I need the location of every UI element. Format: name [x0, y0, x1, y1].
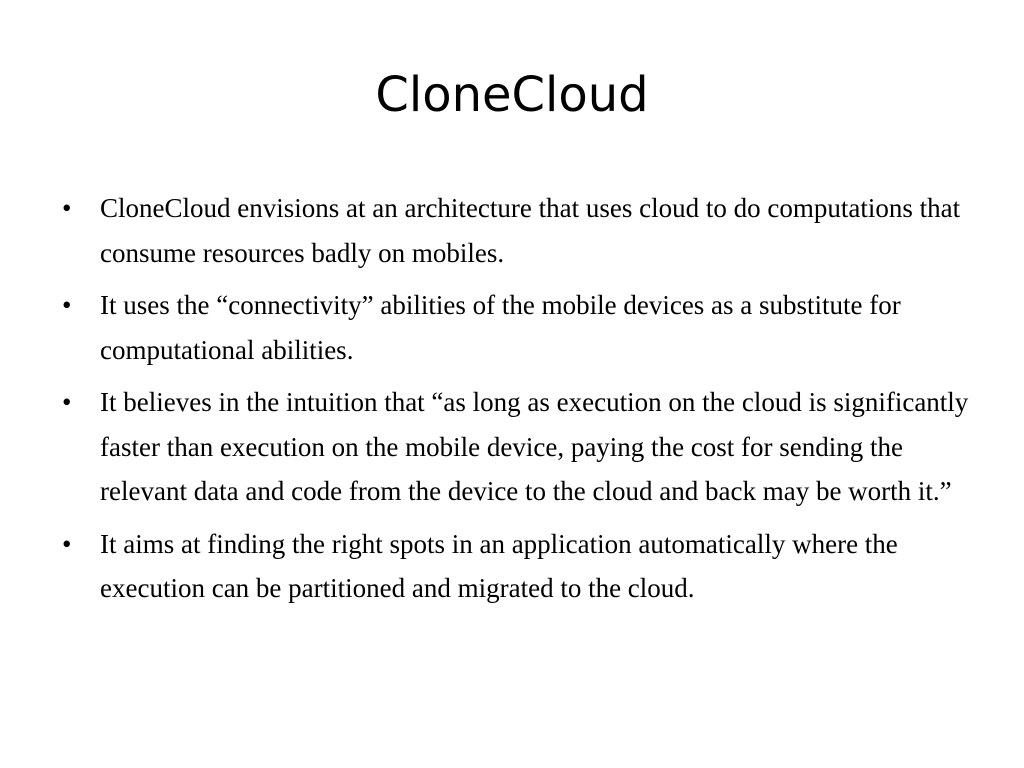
bullet-item: [60, 186, 970, 275]
bullet-dot-icon: •: [62, 387, 72, 417]
bullet-item: [60, 283, 970, 372]
bullet-dot-icon: •: [62, 528, 72, 559]
bullet-text: CloneCloud envisions at an architecture that uses cloud to do computations that consume resources badly on mobiles.: [100, 193, 961, 268]
bullet-dot-icon: •: [62, 290, 72, 320]
bullet-item: [60, 522, 970, 611]
bullet-text: It aims at finding the right spots in an application automatically where the execution can be partitioned and migrated to the cloud.: [100, 528, 898, 603]
bullet-list: [60, 186, 970, 619]
slide-title: CloneCloud: [375, 67, 649, 123]
bullet-dot-icon: •: [62, 193, 72, 223]
bullet-item: [60, 380, 970, 514]
bullet-text: It uses the “connectivity” abilities of the mobile devices as a substitute for computational abilities.: [100, 290, 901, 365]
bullet-text: It believes in the intuition that “as long as execution on the cloud is significantly faster than execution on the mobile device, paying the cost for sending the relevant data and code from the device to the cloud and back may be worth it.”: [100, 387, 969, 506]
